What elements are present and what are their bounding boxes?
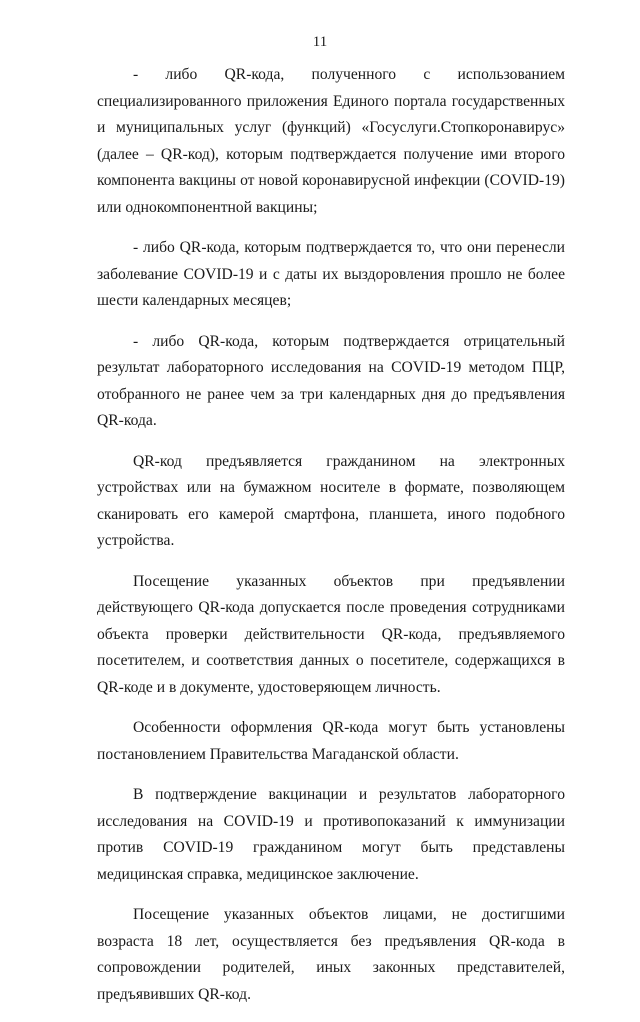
paragraph-qr-format-rules: Особенности оформления QR-кода могут быть установлены постановлением Правительства Магаданской области.	[97, 719, 565, 763]
page-number: 11	[312, 34, 328, 50]
paragraph-qr-presentation: QR-код предъявляется гражданином на электронных устройствах или на бумажном носителе в формате, позволяющем сканировать его камерой смартфона, планшета, иного подобного устройства.	[97, 452, 565, 549]
paragraph-qr-pcr-test: - либо QR-кода, которым подтверждается отрицательный результат лабораторного исследования на COVID-19 методом ПЦР, отобранного не ранее чем за три календарных дня до предъявления QR-кода.	[97, 332, 565, 429]
document-body	[97, 62, 565, 1022]
paragraph-qr-verification: Посещение указанных объектов при предъявлении действующего QR-кода допускается после проведения сотрудниками объекта проверки действительности QR-кода, предъявляемого посетителем, и соответствия данных о посетителе, содержащихся в QR-коде и в документе, удостоверяющем личность.	[97, 572, 565, 696]
paragraph-minors: Посещение указанных объектов лицами, не достигшими возраста 18 лет, осуществляется без предъявления QR-кода в сопровождении родителей, иных законных представителей, предъявивших QR-код.	[97, 906, 565, 1003]
paragraph-medical-certificate: В подтверждение вакцинации и результатов лабораторного исследования на COVID-19 и противопоказаний к иммунизации против COVID-19 гражданином могут быть представлены медицинская справка, медицинское заключение.	[97, 786, 565, 883]
paragraph-qr-recovery: - либо QR-кода, которым подтверждается то, что они перенесли заболевание COVID-19 и с даты их выздоровления прошло не более шести календарных месяцев;	[97, 239, 565, 309]
paragraph-qr-vaccination: - либо QR-кода, полученного с использованием специализированного приложения Единого портала государственных и муниципальных услуг (функций) «Госуслуги.Стопкоронавирус» (далее – QR-код), которым подтверждается получение ими второго компонента вакцины от новой коронавирусной инфекции (COVID-19) или однокомпонентной вакцины;	[97, 66, 565, 216]
